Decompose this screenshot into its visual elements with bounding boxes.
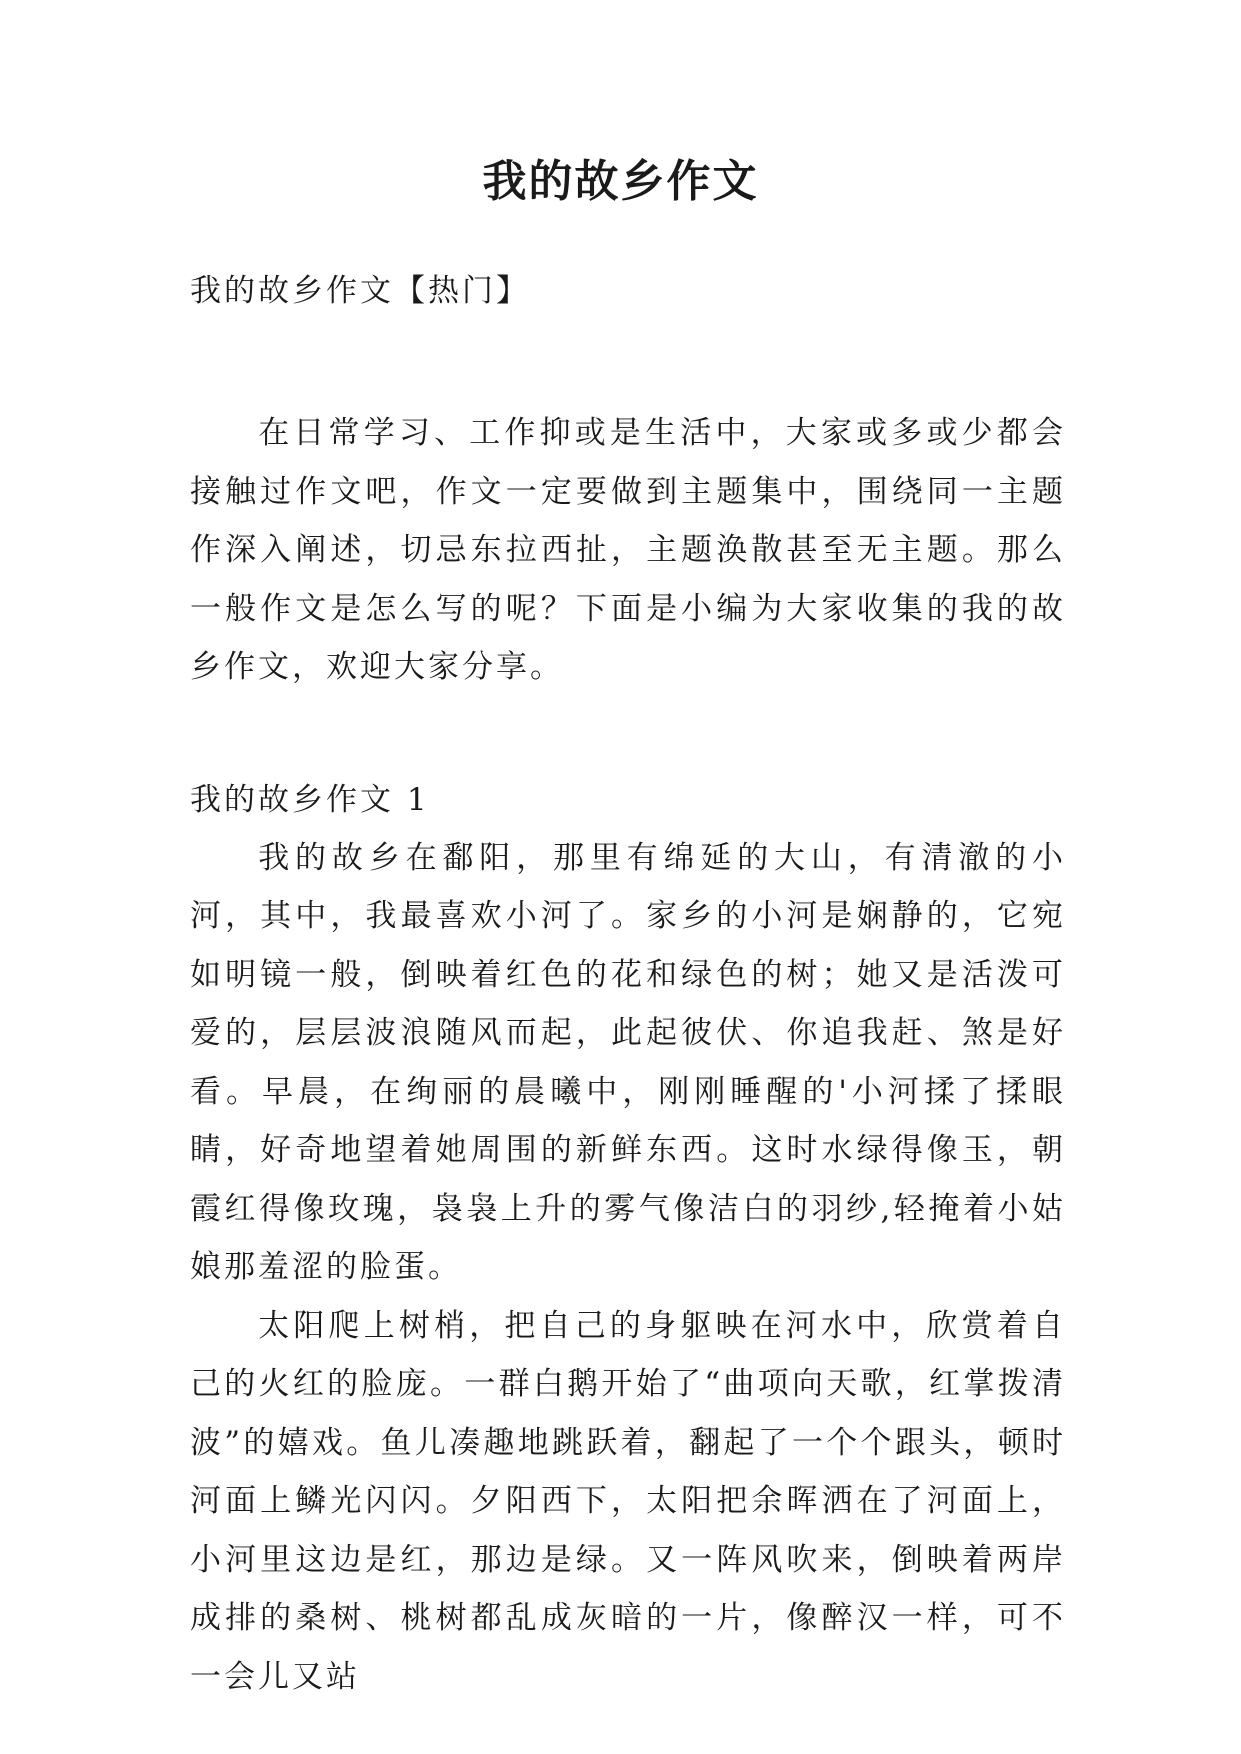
page-title: 我的故乡作文 bbox=[482, 156, 759, 207]
document-body bbox=[190, 262, 1066, 1706]
body-paragraph: 太阳爬上树梢，把自己的身躯映在河水中，欣赏着自己的火红的脸庞。一群白鹅开始了“曲项向天歌，红掌拨清波”的嬉戏。鱼儿凑趣地跳跃着，翻起了一个个跟头，顿时河面上鳞光闪闪。夕阳西下，太阳把余晖洒在了河面上，小河里这边是红，那边是绿。又一阵风吹来，倒映着两岸成排的桑树、桃树都乱成灰暗的一片，像醉汉一样，可不一会儿又站 bbox=[190, 1307, 1066, 1695]
section-heading: 我的故乡作文 1 bbox=[190, 781, 430, 818]
document-subtitle: 我的故乡作文【热门】 bbox=[190, 273, 530, 309]
intro-paragraph: 在日常学习、工作抑或是生活中，大家或多或少都会接触过作文吧，作文一定要做到主题集中，围绕同一主题作深入阐述，切忌东拉西扯，主题涣散甚至无主题。那么一般作文是怎么写的呢？下面是小编为大家收集的我的故乡作文，欢迎大家分享。 bbox=[190, 415, 1066, 685]
body-paragraph: 我的故乡在鄱阳，那里有绵延的大山，有清澈的小河，其中，我最喜欢小河了。家乡的小河是娴静的，它宛如明镜一般，倒映着红色的花和绿色的树；她又是活泼可爱的，层层波浪随风而起，此起彼伏、你追我赶、煞是好看。早晨，在绚丽的晨曦中，刚刚睡醒的'小河揉了揉眼睛，好奇地望着她周围的新鲜东西。这时水绿得像玉，朝霞红得像玫瑰，袅袅上升的雾气像洁白的羽纱,轻掩着小姑娘那羞涩的脸蛋。 bbox=[190, 839, 1066, 1285]
